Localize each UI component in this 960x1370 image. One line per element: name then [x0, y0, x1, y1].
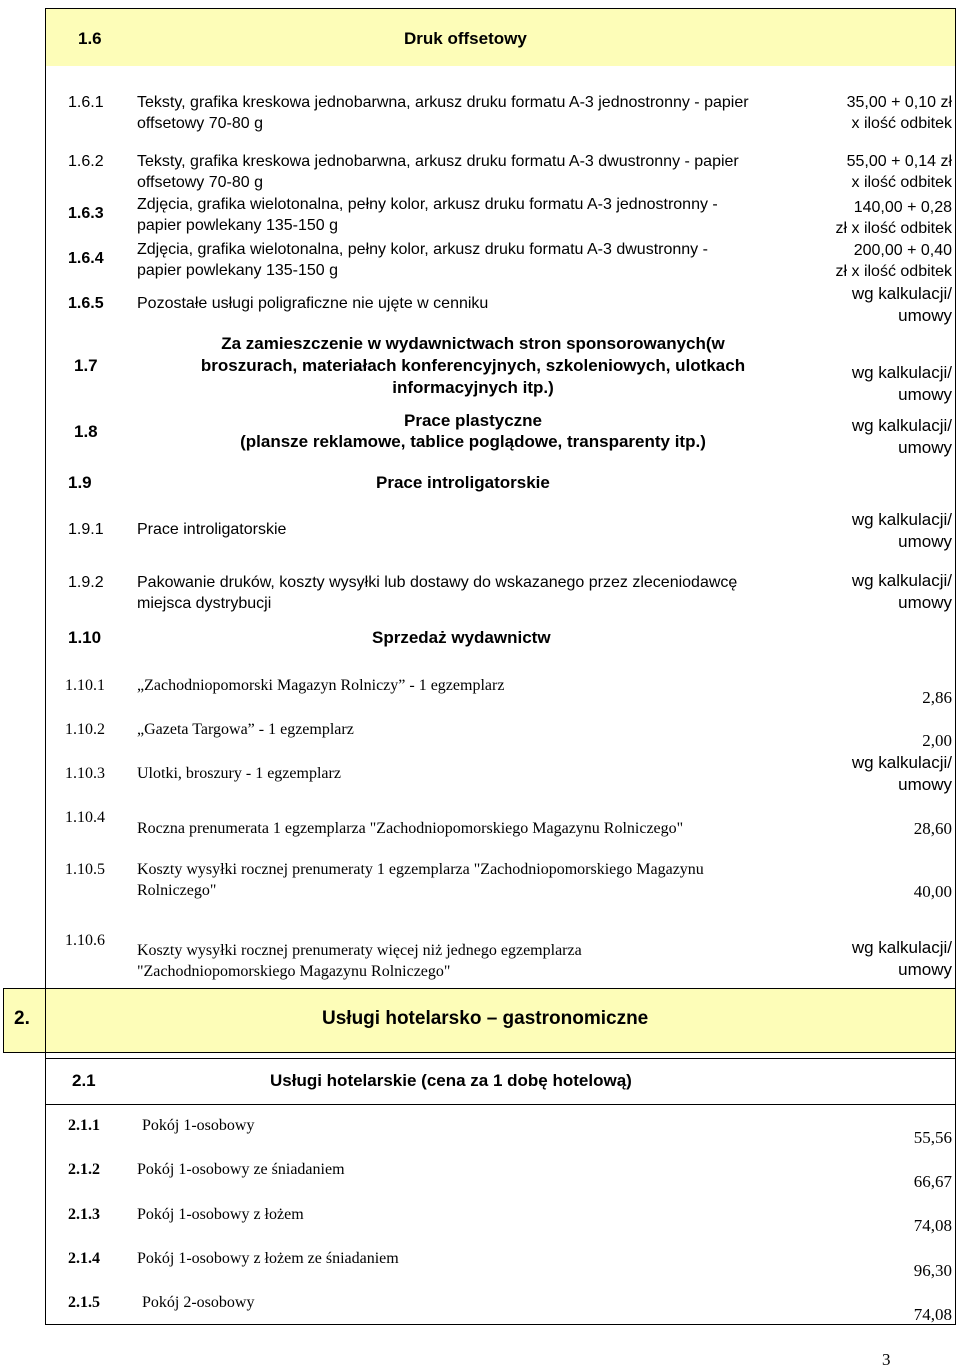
row-number: 1.10.2 — [65, 721, 105, 738]
row-description-cont: offsetowy 70-80 g — [137, 174, 264, 191]
row-number: 1.7 — [74, 356, 98, 375]
row-description-cont: "Zachodniopomorskiego Magazynu Rolniczego" — [137, 963, 451, 980]
top-border — [45, 8, 956, 9]
row-price: wg kalkulacji/ — [851, 571, 952, 590]
row-price-cont: zł x ilość odbitek — [835, 263, 952, 280]
row-price: 74,08 — [913, 1216, 952, 1235]
row-price-cont: x ilość odbitek — [851, 115, 952, 132]
row-number: 1.9.2 — [68, 574, 104, 591]
row-price: 140,00 + 0,28 — [853, 199, 952, 216]
row-description: Teksty, grafika kreskowa jednobarwna, arkusz druku formatu A-3 dwustronny - papier — [137, 153, 739, 170]
row-description-cont: (plansze reklamowe, tablice poglądowe, transparenty itp.) — [240, 432, 706, 451]
bottom-border — [45, 1324, 956, 1325]
section-title: Usługi hotelarsko – gastronomiczne — [322, 1008, 649, 1029]
section-number: 2. — [14, 1008, 30, 1029]
row-description: Pokój 2-osobowy — [142, 1294, 255, 1311]
row-price: 35,00 + 0,10 zł — [846, 94, 952, 111]
row-price: 74,08 — [913, 1305, 952, 1324]
row-number: 1.8 — [74, 422, 98, 441]
row-number: 2.1.3 — [68, 1206, 100, 1223]
row-price: 66,67 — [913, 1172, 952, 1191]
row-number: 2.1.5 — [68, 1294, 100, 1311]
row-description: Pokój 1-osobowy — [142, 1117, 255, 1134]
section-number: 1.9 — [68, 473, 92, 492]
row-price: wg kalkulacji/ — [851, 363, 952, 382]
row-description-cont: papier powlekany 135-150 g — [137, 262, 339, 279]
row-description: Koszty wysyłki rocznej prenumeraty więcej niż jednego egzemplarza — [137, 942, 582, 959]
row-number: 1.6.1 — [68, 94, 104, 111]
right-border — [955, 8, 956, 1325]
row-description: Prace plastyczne — [404, 411, 542, 430]
row-price-cont: umowy — [898, 960, 952, 979]
row-description: Pakowanie druków, koszty wysyłki lub dostawy do wskazanego przez zleceniodawcę — [137, 574, 738, 591]
row-price: wg kalkulacji/ — [851, 753, 952, 772]
row-number: 1.10.5 — [65, 861, 105, 878]
section-2-1-top-border — [45, 1058, 956, 1059]
row-price-cont: umowy — [898, 593, 952, 612]
row-description-cont: miejsca dystrybucji — [137, 595, 272, 612]
row-number: 1.10.1 — [65, 677, 105, 694]
row-price: 55,00 + 0,14 zł — [846, 153, 952, 170]
row-price: 2,00 — [922, 731, 952, 750]
row-price: 40,00 — [913, 882, 952, 901]
row-price: 2,86 — [922, 688, 952, 707]
row-number: 1.9.1 — [68, 521, 104, 538]
row-price: wg kalkulacji/ — [851, 284, 952, 303]
row-description-cont: broszurach, materiałach konferencyjnych, szkoleniowych, ulotkach — [200, 356, 746, 375]
row-price-cont: umowy — [898, 438, 952, 457]
row-number: 1.6.5 — [68, 295, 104, 312]
row-description: Pokój 1-osobowy z łożem — [137, 1206, 304, 1223]
row-number: 1.6.3 — [68, 205, 104, 222]
section-number: 2.1 — [72, 1071, 96, 1090]
row-price-cont: umowy — [898, 385, 952, 404]
row-number: 1.10.6 — [65, 932, 105, 949]
section-2-top-border — [3, 988, 956, 989]
row-description-cont: Rolniczego" — [137, 882, 217, 899]
row-description: Za zamieszczenie w wydawnictwach stron sponsorowanych(w — [221, 334, 725, 353]
row-number: 2.1.2 — [68, 1161, 100, 1178]
row-description: „Gazeta Targowa” - 1 egzemplarz — [137, 721, 354, 738]
row-number: 1.10.3 — [65, 765, 105, 782]
row-description: Zdjęcia, grafika wielotonalna, pełny kolor, arkusz druku formatu A-3 jednostronny - — [137, 196, 718, 213]
row-price-cont: zł x ilość odbitek — [835, 220, 952, 237]
row-number: 1.10.4 — [65, 809, 105, 826]
row-price: wg kalkulacji/ — [851, 938, 952, 957]
section-title: Prace introligatorskie — [376, 473, 550, 492]
row-number: 2.1.4 — [68, 1250, 100, 1267]
section-number: 1.10 — [68, 628, 102, 647]
left-border-section-2 — [3, 988, 4, 1052]
row-number: 1.6.4 — [68, 250, 104, 267]
row-description: Roczna prenumerata 1 egzemplarza "Zachodniopomorskiego Magazynu Rolniczego" — [137, 820, 684, 837]
row-number: 1.6.2 — [68, 153, 104, 170]
row-price: 96,30 — [913, 1261, 952, 1280]
row-price-cont: umowy — [898, 306, 952, 325]
row-description: Pozostałe usługi poligraficzne nie ujęte w cenniku — [137, 295, 489, 312]
left-border — [45, 8, 46, 1325]
row-number: 2.1.1 — [68, 1117, 100, 1134]
row-description-cont: papier powlekany 135-150 g — [137, 217, 339, 234]
row-price: wg kalkulacji/ — [851, 510, 952, 529]
row-description: Zdjęcia, grafika wielotonalna, pełny kolor, arkusz druku formatu A-3 dwustronny - — [137, 241, 708, 258]
row-price: 200,00 + 0,40 — [853, 242, 952, 259]
row-price-cont: umowy — [898, 532, 952, 551]
row-price-cont: umowy — [898, 775, 952, 794]
section-2-bottom-border — [3, 1052, 956, 1053]
row-description: Teksty, grafika kreskowa jednobarwna, arkusz druku formatu A-3 jednostronny - papier — [137, 94, 749, 111]
row-description: „Zachodniopomorski Magazyn Rolniczy” - 1 egzemplarz — [137, 677, 505, 694]
section-number: 1.6 — [78, 29, 102, 48]
section-title: Druk offsetowy — [404, 29, 527, 48]
row-price: wg kalkulacji/ — [851, 416, 952, 435]
section-2-1-bottom-border — [45, 1104, 956, 1105]
row-description: Pokój 1-osobowy ze śniadaniem — [137, 1161, 345, 1178]
section-title: Sprzedaż wydawnictw — [372, 628, 551, 647]
section-title: Usługi hotelarskie (cena za 1 dobę hotelową) — [270, 1071, 632, 1090]
row-description-cont: offsetowy 70-80 g — [137, 115, 264, 132]
row-description: Pokój 1-osobowy z łożem ze śniadaniem — [137, 1250, 399, 1267]
row-description: Ulotki, broszury - 1 egzemplarz — [137, 765, 341, 782]
row-price-cont: x ilość odbitek — [851, 174, 952, 191]
page-number: 3 — [882, 1350, 891, 1369]
row-description: Koszty wysyłki rocznej prenumeraty 1 egzemplarza "Zachodniopomorskiego Magazynu — [137, 861, 704, 878]
row-price: 55,56 — [913, 1128, 952, 1147]
row-price: 28,60 — [913, 819, 952, 838]
row-description-cont: informacyjnych itp.) — [392, 378, 554, 397]
row-description: Prace introligatorskie — [137, 521, 287, 538]
